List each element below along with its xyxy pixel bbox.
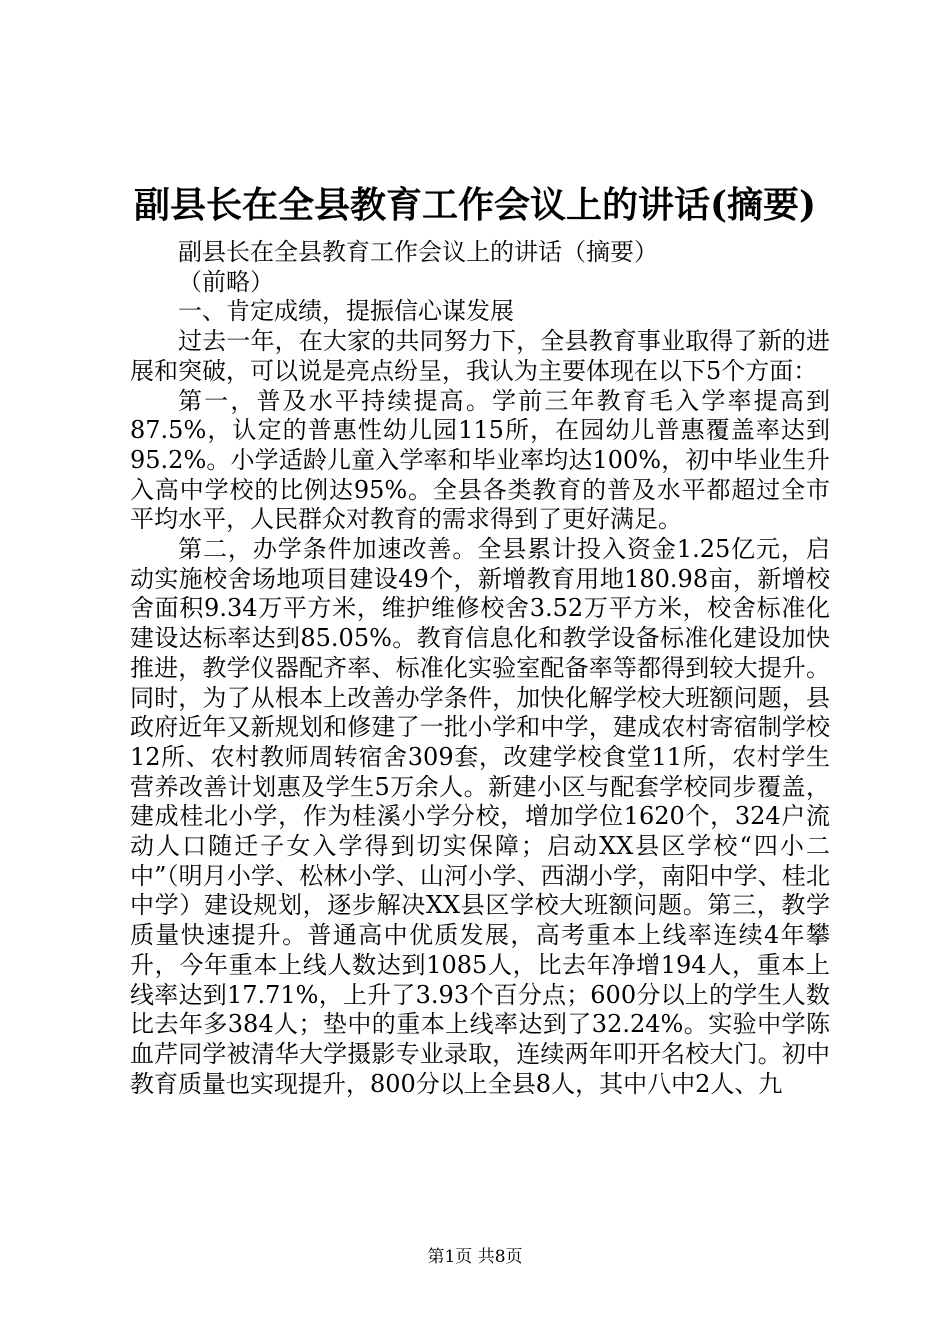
omitted-note: （前略） (178, 267, 274, 296)
body-paragraph: 第二，办学条件加速改善。全县累计投入资金1.25亿元，启动实施校舍场地项目建设49个，新增教育用地180.98亩，新增校舍面积9.34万平方米，维护维修校舍3.52万平方米，校舍标准化建设达标率达到85.05%。教育信息化和教学设备标准化建设加快推进，教学仪器配齐率、标准化实验室配备率等都得到较大提升。同时，为了从根本上改善办学条件，加快化解学校大班额问题，县政府近年又新规划和修建了一批小学和中学，建成农村寄宿制学校12所、农村教师周转宿舍309套，改建学校食堂11所，农村学生营养改善计划惠及学生5万余人。新建小区与配套学校同步覆盖，建成桂北小学，作为桂溪小学分校，增加学位1620个，324户流动人口随迁子女入学得到切实保障；启动XX县区学校“四小二中”（明月小学、松林小学、山河小学、西湖小学，南阳中学、桂北中学）建设规划，逐步解决XX县区学校大班额问题。第三，教学质量快速提升。普通高中优质发展，高考重本上线率连续4年攀升，今年重本上线人数达到1085人，比去年净增194人，重本上线率达到17.71%，上升了3.93个百分点；600分以上的学生人数比去年多384人；垫中的重本上线率达到了32.24%。实验中学陈血芹同学被清华大学摄影专业录取，连续两年叩开名校大门。初中教育质量也实现提升，800分以上全县8人，其中八中2人、九 (130, 535, 830, 1098)
document-title: 副县长在全县教育工作会议上的讲话(摘要) (133, 184, 817, 226)
document-body (130, 238, 830, 1099)
subtitle-paragraph: 副县长在全县教育工作会议上的讲话（摘要） (178, 238, 658, 266)
body-paragraph: 第一，普及水平持续提高。学前三年教育毛入学率提高到87.5%，认定的普惠性幼儿园115所，在园幼儿普惠覆盖率达到95.2%。小学适龄儿童入学率和毕业率均达100%，初中毕业生升入高中学校的比例达95%。全县各类教育的普及水平都超过全市平均水平，人民群众对教育的需求得到了更好满足。 (130, 386, 830, 534)
body-paragraph: 过去一年，在大家的共同努力下，全县教育事业取得了新的进展和突破，可以说是亮点纷呈，我认为主要体现在以下5个方面： (130, 327, 830, 385)
page-footer: 第1页 共8页 (427, 1247, 523, 1267)
section-heading: 一、肯定成绩，提振信心谋发展 (178, 297, 514, 326)
